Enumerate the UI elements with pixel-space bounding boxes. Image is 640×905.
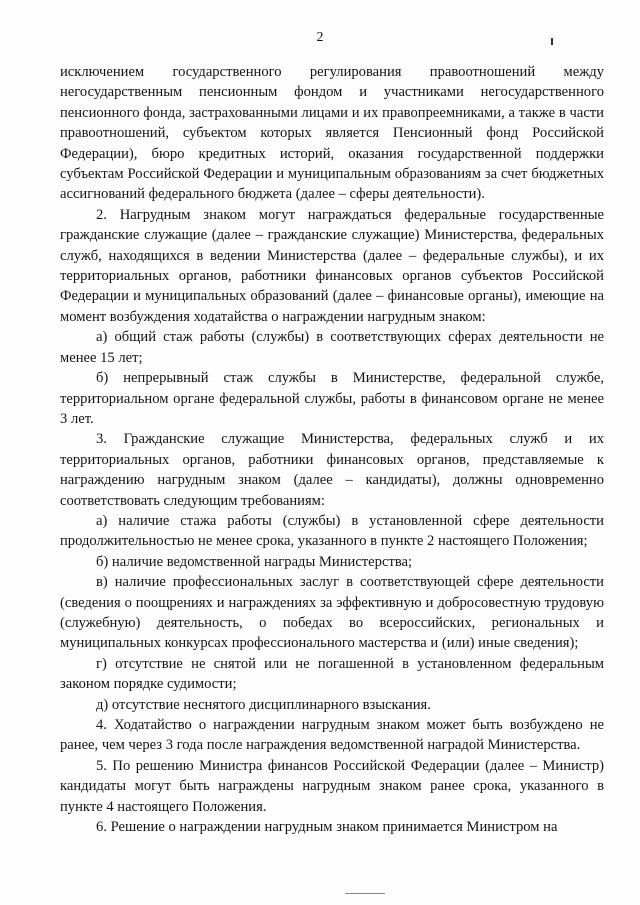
paragraph-clause-4: 4. Ходатайство о награждении нагрудным знаком может быть возбуждено не ранее, чем через 3 года после награждения ведомственной наградой Министерства. <box>60 717 604 754</box>
paragraph-clause-3e: д) отсутствие неснятого дисциплинарного взыскания. <box>96 696 431 713</box>
paragraph-clause-6: 6. Решение о награждении нагрудным знаком принимается Министром на <box>96 819 558 836</box>
paragraph-clause-3b: б) наличие ведомственной награды Министерства; <box>96 553 413 570</box>
scan-artifact-bottom <box>345 893 385 894</box>
document-body <box>60 62 604 837</box>
paragraph-clause-3a: а) наличие стажа работы (службы) в установленной сфере деятельности продолжительностью не менее срока, указанного в пункте 2 настоящего Положения; <box>60 512 604 550</box>
paragraph-clause-2a: а) общий стаж работы (службы) в соответствующих сферах деятельности не менее 15 лет; <box>60 329 604 366</box>
paragraph-clause-3c: в) наличие профессиональных заслуг в соответствующей сфере деятельности (сведения о поощрениях и награждениях за эффективную и добросовестную трудовую (служебную) деятельность, о победах во всероссийских, региональных и муниципальных конкурсах профессионального мастерства и (или) иные сведения); <box>60 574 604 652</box>
paragraph-clause-5: 5. По решению Министра финансов Российской Федерации (далее – Министр) кандидаты могут быть награждены нагрудным знаком ранее срока, указанного в пункте 4 настоящего Положения. <box>60 757 604 815</box>
paragraph-clause-2: 2. Нагрудным знаком могут награждаться федеральные государственные гражданские служащие (далее – гражданские служащие) Министерства, федеральных служб, находящихся в ведении Министерства (далее – федеральные службы), и их территориальных органов, работники финансовых органов субъектов Российской Федерации и муниципальных образований (далее – финансовые органы), имеющие на момент возбуждения ходатайства о награждении нагрудным знаком: <box>60 206 604 325</box>
paragraph-clause-3d: г) отсутствие не снятой или не погашенной в установленном федеральным законом порядке судимости; <box>60 655 604 693</box>
paragraph-continuation: исключением государственного регулирования правоотношений между негосударственным пенсионным фондом и участниками негосударственного пенсионного фонда, застрахованными лицами и их правопреемниками, а также в части правоотношений, субъектом которых является Пенсионный фонд Российской Федерации), бюро кредитных историй, оказания государственной поддержки субъектам Российской Федерации и муниципальным образованиям за счет бюджетных ассигнований федерального бюджета (далее – сферы деятельности). <box>60 64 604 203</box>
paragraph-clause-2b: б) непрерывный стаж службы в Министерстве, федеральной службе, территориальном органе федеральной службы, работы в финансовом органе не менее 3 лет. <box>60 370 604 427</box>
page-number: 2 <box>316 30 324 45</box>
paragraph-clause-3: 3. Гражданские служащие Министерства, федеральных служб и их территориальных органов, работники финансовых органов, представляемые к награждению нагрудным знаком (далее – кандидаты), должны одновременно соответствовать следующим требованиям: <box>60 431 604 509</box>
scan-artifact <box>551 38 553 45</box>
